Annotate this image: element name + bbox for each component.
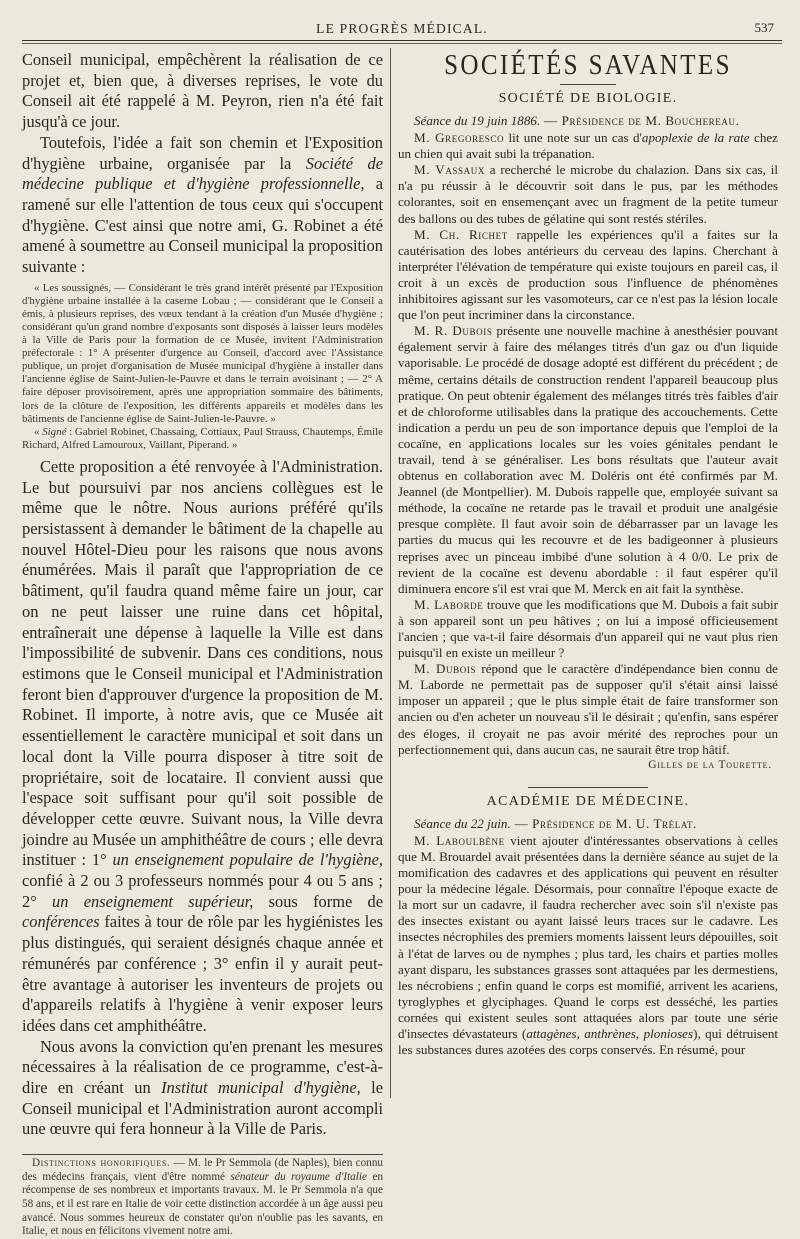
header-rule [22,43,782,44]
quoted-proposition [22,282,383,452]
page-header [22,10,782,41]
section-rule [528,787,648,788]
paragraph: M. Ch. Richet rappelle les expériences qu'il a faites sur la cautérisation des lobes antérieurs du cerveau des lapins. Cherchant à interpréter l'élévation de température qui existe toujours en pareil cas, il croit à un excès de production sous l'influence de phénomènes inhibitoires agissant sur les vasomoteurs, car ce n'est pas la lésion locale que l'on peut incriminer dans la circonstance. [398,226,778,323]
column-divider [390,48,391,1098]
paragraph: M. Dubois répond que le caractère d'indépendance bien connu de M. Laborde ne permettait pas de supposer qu'il s'était ainsi laissé imposer un appareil ; que le plus simple était de faire transformer son ancien ou d'en acheter un nouveau s'il le désirait ; qu'enfin, sans espérer des éloges, il croyait ne pas avoir mérité des reproches pour un perfectionnement qui, dans aucun cas, ne saurait être trop hâtif. [398,661,778,757]
paragraph: Cette proposition a été renvoyée à l'Administration. Le but poursuivi par nos anciens collègues est le même que le nôtre. Nous aurions préféré qu'ils persistassent à demander le bâtiment de la chapelle au nouvel Hôtel-Dieu pour les raisons que nous avons énumérées. Mais il paraît que l'appropriation de ce bâtiment, qu'il faudra quand même faire un jour, car on ne peut laisser une ruine dans cet hôpital, entraînerait une dépense à laquelle la Ville est dans l'impossibilité de subvenir. Dans ces conditions, nous estimons que le Conseil municipal et l'Administration feront bien d'approuver d'urgence la proposition de M. Robinet. Il importe, à notre avis, que ce Musée ait essentiellement le caractère municipal et soit dans un local dont la Ville pourra disposer à titre soit de propriétaire, soit de locataire. Il convient aussi que l'espace soit suffisant pour qu'il soit possible de développer cette œuvre. Suivant nous, la Ville devra joindre au Musée un amphithéâtre de cours ; elle devra instituer : 1° un enseignement populaire de l'hygiène, confié à 2 ou 3 professeurs nommés pour 4 ou 5 ans ; 2° un enseignement supérieur, sous forme de conférences faites à tour de rôle par les hygiénistes les plus distingués, qui seraient désignés chaque année et rémunérés par conférence ; 3° enfin il y aurait peut-être avantage à autoriser les inventeurs de projets ou d'appareils relatifs à l'hygiène à venir exposer leurs idées dans cet amphithéâtre. [22,456,383,1035]
paragraph: Conseil municipal, empêchèrent la réalisation de ce projet et, bien que, à diverses reprises, le vote du Conseil ait été rappelé à M. Peyron, rien n'a été fait jusqu'à ce jour. [22,50,383,132]
society-title: SOCIÉTÉ DE BIOLOGIE. [498,91,678,106]
proposition-signatures: « Signé : Gabriel Robinet, Chassaing, Cottiaux, Paul Strauss, Chautemps, Émile Richard, Alfred Lamouroux, Vaillant, Piperand. » [22,425,384,451]
paragraph: M. Laboulbène vient ajouter d'intéressantes observations à celles que M. Brouardel avait présentées dans la dernière séance au sujet de la momification des cadavres et des applications qui peuvent en résulter pour la médecine légale. Désormais, pour connaître l'époque exacte de la mort sur un cadavre, il faudra rechercher avec soin s'il n'existe pas des insectes existant ou ayant laissé leurs traces sur le cadavre. Les insectes nécrophiles des premiers moments laissent leurs dépouilles, soit à l'état de larves ou de nymphes ; plus tard, les chairs et parties molles ayant disparu, les substances grasses sont attaquées par les dermestiens, les nécrobiens ; enfin quand le corps est momifié, arrivent les acariens, tyroglyphes et glyciphages. Quand le corps est desséché, les parties cornées qui existent seules sont attaquées alors par toute une série d'insectes dévastateurs (attagènes, anthrènes, plonioses), qui détruisent les substances dures azotées des corps conservés. En résumé, pour [398,832,779,1058]
paragraph: M. Gregoresco lit une note sur un cas d'apoplexie de la rate chez un chien qui avait subi la trépanation. [398,130,778,162]
proposition-text: « Les soussignés, — Considérant le très grand intérêt présenté par l'Exposition d'hygiène urbaine installée à la caserne Lobau ; — considérant que le Conseil a émis, à plusieurs reprises, des vœux tendant à la création d'un Musée d'hygiène ; considérant qu'un grand nombre d'exposants sont disposés à laisser leurs modèles à la Ville de Paris pour la formation de ce Musée, invitent l'Administration préfectorale : 1° A présenter d'urgence au Conseil, d'accord avec l'Assistance publique, un projet d'organisation de Musée municipal d'hygiène à installer dans l'ancienne église de Saint-Julien-le-Pauvre et dans le terrain avoisinant ; — 2° A faire déposer provisoirement, après une appropriation sommaire des bâtiments, lors de la clôture de l'exposition, les différents appareils et modèles dans les bâtiments de l'ancienne église de Saint-Julien-le-Pauvre. » [22,281,383,425]
paragraph: M. R. Dubois présente une nouvelle machine à anesthésier pouvant également servir à faire des mélanges titrés d'un gaz ou d'un liquide vaporisable. Le procédé de dosage adopté est différent du précédent ; de même, certains détails de construction rendent l'appareil beaucoup plus pratique. On peut obtenir également des mélanges titrés très faibles d'air et de chloroforme utilisables dans la pratique des accouchements. Cette indication a perdu un peu de son importance depuis que l'emploi de la cocaïne, en applications locales sur les voies génitales pendant le travail, tend à se généraliser. Les bons résultats que l'auteur avait obtenus en collaboration avec M. Doléris ont été confirmés par M. Jeannel (de Montpellier). M. Dubois rappelle que, employée suivant sa méthode, la cocaïne ne retarde pas le travail et produit une analgésie presque complète. Il faut avoir soin de débarrasser par un lavage les parties du mucus qui les recouvre et de les badigeonner à plusieurs reprises avec un pinceau imbibé d'une solution à 4 0/0. Le prix de revient de la cocaïne est devenu abordable : il faut espérer qu'il diminuera encore s'il est vrai que M. Merck en ait fait la synthèse. [398,323,778,596]
session-line: Séance du 19 juin 1886. — Présidence de M. Bouchereau. [414,113,740,128]
academy-title: ACADÉMIE DE MÉDECINE. [486,793,690,809]
author-signature: Gilles de la Tourette. [648,758,772,771]
paragraph: M. Vassaux a recherché le microbe du chalazion. Dans six cas, il n'a pu réussir à le découvrir soit dans le pus, par les méthodes colorantes, soit en ensemençant avec un fragment de la petite tumeur des ballons ou des tubes de gélatine qui sont restés stériles. [398,162,778,226]
page-number: 537 [754,20,774,35]
footnote: Distinctions honorifiques. — M. le Pr Semmola (de Naples), bien connu des médecins français, vient d'être nommé sénateur du royaume d'Italie en récompense de ses nombreux et importants travaux. M. le Pr Semmola n'a que 58 ans, et il est rare en Italie de voir cette distinction accordée à un âge aussi peu avancé. Nous sommes heureux de constater qu'on n'oublie pas les savants, en Italie, et nous en félicitons vivement notre ami. [22,1154,383,1239]
right-column [398,50,778,1058]
section-title: SOCIÉTÉS SAVANTES [444,49,732,81]
session-line: Séance du 22 juin. — Présidence de M. U. Trélat. [414,815,697,831]
paragraph: Toutefois, l'idée a fait son chemin et l'Exposition d'hygiène urbaine, organisée par la Société de médecine publique et d'hygiène professionnelle, a ramené sur elle l'attention de tous ceux qui s'occupent d'hygiène. C'est ainsi que notre ami, G. Robinet a été amené à soumettre au Conseil municipal la proposition suivante : [22,132,383,277]
left-column [22,50,383,1239]
paragraph: M. Laborde trouve que les modifications que M. Dubois a fait subir à son appareil sont un peu hâtives ; on lui a imposé officieusement l'ancien ; que va-t-il faire désormais d'un appareil qui ne vaut plus rien puisqu'il en existe un meilleur ? [398,596,778,661]
journal-title: LE PROGRÈS MÉDICAL. [316,21,488,36]
footnote-heading: Distinctions honorifiques. [32,1157,171,1170]
title-rule [560,84,616,85]
newspaper-page [22,10,782,1238]
paragraph: Nous avons la conviction qu'en prenant les mesures nécessaires à la réalisation de ce programme, c'est-à-dire en créant un Institut municipal d'hygiène, le Conseil municipal et l'Administration auront accompli une œuvre qui fera honneur à la Ville de Paris. [22,1036,383,1139]
